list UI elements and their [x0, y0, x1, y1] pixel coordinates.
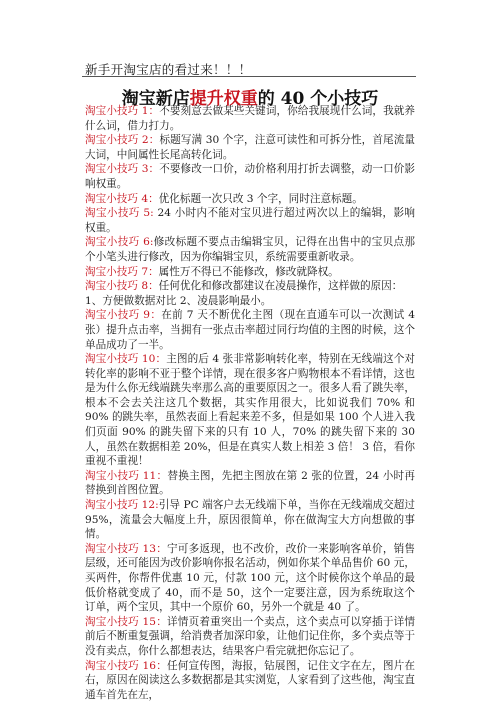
tip-paragraph [85, 133, 415, 162]
tip-paragraph [85, 104, 415, 133]
tip-text: 属性万不得已不能修改，修改就降权。 [158, 265, 339, 278]
tip-label: 淘宝小技巧 16： [85, 659, 167, 672]
tip-label: 淘宝小技巧 10： [85, 353, 167, 366]
tip-text: 宁可多返现，也不改价，改价一来影响客单价，销售层级，还可能因为改价影响你报名活动，例如你某个单品售价 60 元，买两件，你帮件优惠 10 元，付款 100 元，这个时候你这个单品的最低价格就变成了 40，而不是 50，这个一定要注意，因为系统取这个订单，两个宝贝，其中一个原价 60，另外一个就是 40 了。 [85, 542, 415, 614]
tip-label: 淘宝小技巧 8： [85, 280, 159, 293]
tip-label: 淘宝小技巧 11： [85, 469, 168, 482]
tip-text: 主图的后 4 张非常影响转化率，特别在无线端这个对转化率的影响不亚于整个详情，现在很多客户购物根本不看详情，这也是为什么你无线端跳失率那么高的重要原因之一。很多人看了跳失率，根本不会去关注这几个数据，其实作用很大，比如说我们 70% 和 90% 的跳失率，虽然表面上看起来差不多，但是如果 100 个人进入我们页面 90% 的跳失留下来的只有 10 人，70% 的跳失留下来的 30 人，虽然在数据相差 20%，但是在真实人数上相差 3 倍！ 3 倍，看你重视不重视！ [85, 353, 415, 468]
tip-text: 修改标题不要点击编辑宝贝，记得在出售中的宝贝点那个小笔头进行修改，因为你编辑宝贝，系统需要重新收录。 [85, 236, 415, 263]
tip-text: 24 小时内不能对宝贝进行超过两次以上的编辑，影响权重。 [85, 207, 415, 234]
tip-text: 详情页着重突出一个卖点，这个卖点可以穿插于详情前后不断重复强调，给消费者加深印象，让他们记住你，多个卖点等于没有卖点，你什么都想表达，结果客户看完就把你忘记了。 [85, 615, 415, 657]
tip-paragraph [85, 206, 415, 235]
tip-paragraph [85, 294, 415, 309]
title-highlight: 提升权重 [189, 89, 258, 109]
tip-label: 淘宝小技巧 15： [85, 615, 167, 628]
tip-label: 淘宝小技巧 9： [85, 309, 162, 322]
tip-text: 不要修改一口价，动价格利用打折去调整，动一口价影响权重。 [85, 163, 416, 190]
title-suffix: 的 40 个小技巧 [257, 89, 379, 109]
tip-paragraph [85, 542, 415, 615]
tip-paragraph [85, 352, 415, 469]
tip-paragraph [85, 265, 415, 280]
tip-text: 任何宣传图，海报，钻展图，记住文字在左，图片在右，原因在阅读这么多数据都是其实浏览，人家看到了这些他，淘宝直通车首先在左， [85, 659, 415, 701]
tip-paragraph [85, 162, 415, 191]
tip-paragraph [85, 498, 415, 542]
tip-text: 标题写满 30 个字，注意可读性和可拆分性，首尾流量大词，中间属性长尾高转化词。 [85, 134, 416, 161]
tip-paragraph [85, 615, 415, 659]
tip-label: 淘宝小技巧 4： [85, 192, 159, 205]
tip-text: 任何优化和修改都建议在凌晨操作，这样做的原因： [158, 280, 403, 293]
tip-label: 淘宝小技巧 1： [85, 105, 160, 117]
tip-paragraph [85, 279, 415, 294]
tip-label: 淘宝小技巧 12: [85, 499, 159, 512]
title-prefix: 淘宝新店 [121, 89, 190, 109]
tip-label: 淘宝小技巧 13： [85, 542, 167, 555]
header-divider [82, 76, 416, 77]
tip-text: 优化标题一次只改 3 个字，同时注意标题。 [158, 192, 363, 205]
tip-label: 淘宝小技巧 3： [85, 163, 160, 176]
tip-text: 不要刻意去做某些关键词，你给我展现什么词，我就养什么词，借力打力。 [85, 105, 416, 132]
tip-text: 替换主图，先把主图放在第 2 张的位置，24 小时再替换到首图位置。 [85, 469, 415, 497]
tip-label: 淘宝小技巧 2： [85, 134, 160, 147]
tip-paragraph [85, 308, 415, 352]
tip-text: 1、方便做数据对比 2、凌晨影响最小。 [85, 294, 272, 307]
tip-label: 淘宝小技巧 6: [85, 236, 154, 249]
article-body [85, 104, 415, 702]
tip-text: 引导 PC 端客户去无线端下单，当你在无线端成交超过 95%，流量会大幅度上升，原因很简单，你在做淘宝大方向想做的事情。 [85, 499, 415, 541]
tip-paragraph [85, 469, 415, 498]
tip-paragraph [85, 659, 415, 702]
tip-label: 淘宝小技巧 7： [85, 265, 159, 278]
tip-paragraph [85, 192, 415, 207]
tip-paragraph [85, 235, 415, 264]
document-header: 新手开淘宝店的看过来！！！ [85, 62, 252, 77]
tip-label: 淘宝小技巧 5: [85, 207, 154, 220]
tip-text: 在前 7 天不断优化主图（现在直通车可以一次测试 4 张）提升点击率，当拥有一张点击率超过同行均值的主图的时候，这个单品成功了一半。 [85, 309, 415, 351]
